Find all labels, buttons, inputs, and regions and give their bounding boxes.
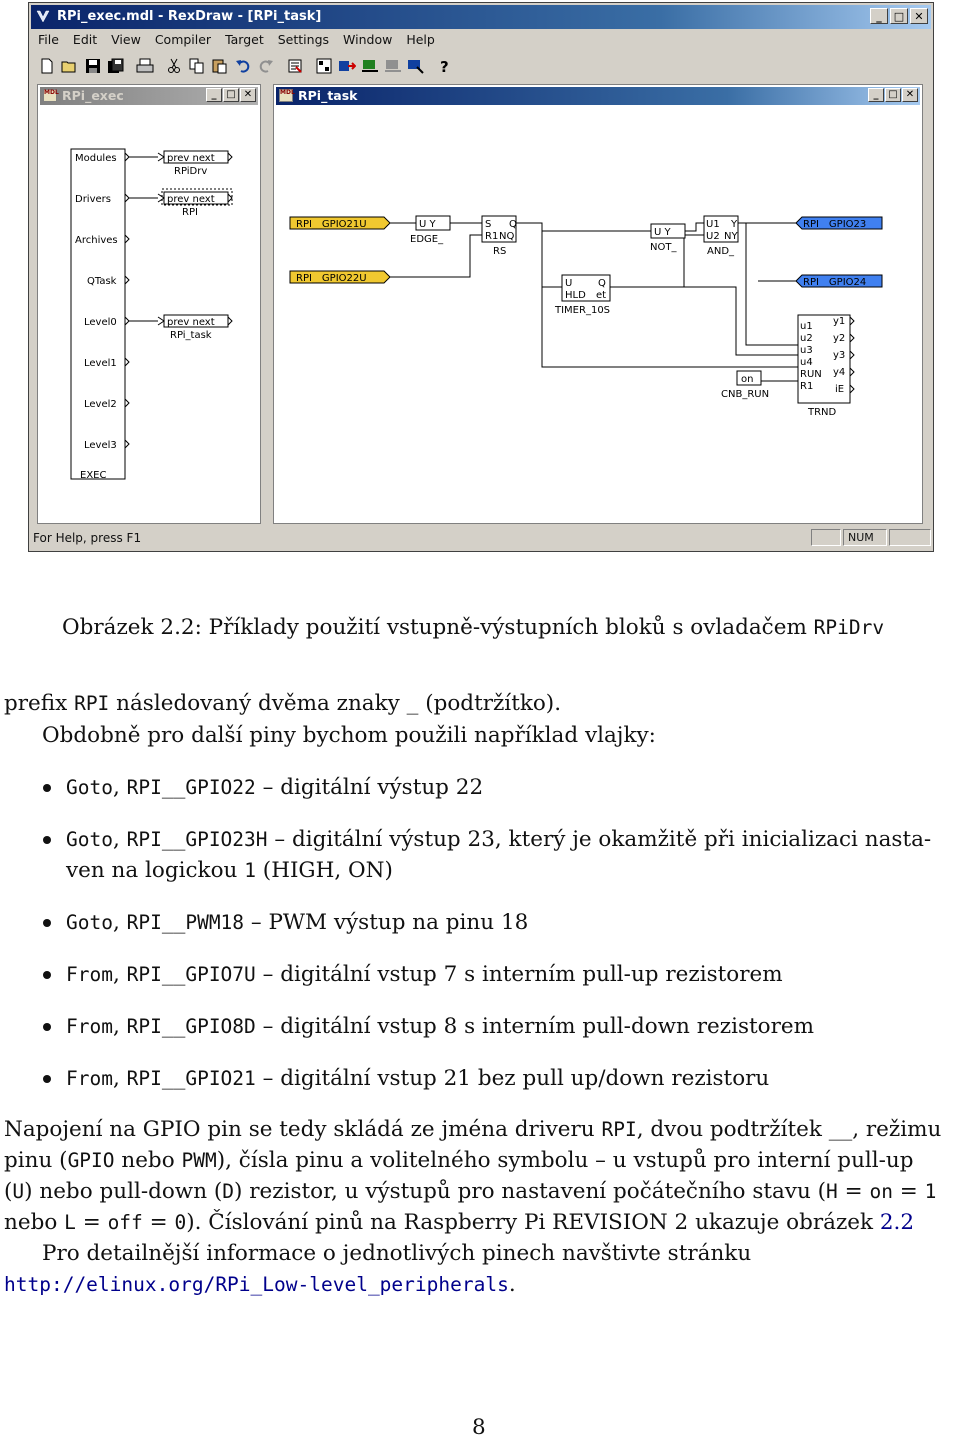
save-all-icon[interactable] — [104, 55, 127, 77]
bullet-code-flag: RPI__GPIO21 — [126, 1067, 256, 1090]
p3-text: nebo — [4, 1210, 65, 1235]
bullet-text: – digitální výstup 23, který je okamžitě při inicializaci nasta- — [267, 827, 932, 852]
bullet-code-block: From — [66, 1067, 113, 1090]
menu-help[interactable]: Help — [406, 32, 435, 47]
and-port-ny: NY — [724, 231, 738, 242]
p3-code: GPIO — [67, 1149, 115, 1172]
p3-code: 1 — [924, 1180, 937, 1203]
menu-settings[interactable]: Settings — [277, 32, 330, 47]
status-bar — [31, 527, 931, 549]
trnd-name: TRND — [808, 407, 837, 418]
exec-label-level3: Level3 — [84, 440, 117, 451]
p3-text: , dvou podtržítek — [636, 1117, 829, 1142]
timer-port-q: Q — [598, 278, 606, 289]
bullet-continuation — [66, 855, 393, 886]
paragraph-line — [4, 1207, 914, 1238]
trnd-port-ie: iE — [835, 384, 845, 395]
rs-port-nq: NQ — [499, 231, 515, 242]
svg-text:?: ? — [439, 58, 449, 74]
task-minimize-button[interactable]: _ — [868, 88, 884, 102]
task-canvas — [276, 107, 920, 521]
menu-view[interactable]: View — [111, 32, 141, 47]
trnd-port-u4: u4 — [800, 357, 813, 368]
connect-icon[interactable] — [358, 55, 381, 77]
open-icon[interactable] — [58, 55, 81, 77]
figure-caption — [62, 612, 884, 643]
bullet-dot — [43, 1023, 51, 1031]
build-icon[interactable] — [312, 55, 335, 77]
p3-code: PWM — [181, 1149, 217, 1172]
p3-text: ). Číslování pinů na Raspberry Pi REVISION 2 ukazuje obrázek — [186, 1210, 880, 1235]
caption-code: RPiDrv — [813, 616, 885, 639]
mdl-file-icon: MDL — [279, 89, 293, 102]
rexdraw-window — [28, 2, 934, 552]
new-icon[interactable] — [35, 55, 58, 77]
rpi-task-ports: prev next — [167, 317, 215, 328]
p3-code: __ — [828, 1118, 853, 1141]
bullet-text: – digitální vstup 21 bez pull up/down rezistoru — [255, 1066, 770, 1091]
bullet-item — [66, 959, 783, 990]
cut-icon[interactable] — [162, 55, 185, 77]
exec-label-level1: Level1 — [84, 358, 117, 369]
exec-canvas — [40, 107, 258, 521]
window-titlebar — [31, 5, 931, 29]
paste-icon[interactable] — [208, 55, 231, 77]
not-name: NOT_ — [650, 242, 677, 253]
elinux-url-link[interactable]: http://elinux.org/RPi_Low-level_peripherals — [4, 1273, 509, 1296]
exec-label-level0: Level0 — [84, 317, 117, 328]
edge-name: EDGE_ — [410, 234, 444, 245]
exec-label-qtask: QTask — [87, 276, 117, 287]
from-flag-gpio21u-label: RPI__GPIO21U — [296, 219, 367, 230]
bullet-text: – digitální vstup 8 s interním pull-down rezistorem — [255, 1014, 814, 1039]
print-icon[interactable] — [133, 55, 156, 77]
exec-label-archives: Archives — [75, 235, 118, 246]
rpidrv-name: RPiDrv — [174, 166, 208, 177]
trnd-port-run: RUN — [800, 369, 822, 380]
bullet-sep: , — [112, 775, 127, 800]
rpidrv-ports: prev next — [167, 153, 215, 164]
bullet-item — [66, 824, 931, 855]
p3-code: U — [12, 1180, 25, 1203]
bullet-code-flag: RPI__GPIO8D — [126, 1015, 256, 1038]
bullet-item — [66, 1011, 814, 1042]
p1-code-rpi: RPI — [74, 692, 110, 715]
p3-code: D — [222, 1180, 235, 1203]
cnb-run-value: on — [741, 374, 754, 385]
bullet-text: – PWM výstup na pinu 18 — [244, 910, 529, 935]
paragraph-line — [4, 1176, 936, 1207]
bullet-code-flag: RPI__GPIO23H — [126, 828, 268, 851]
p3-code: RPI — [601, 1118, 637, 1141]
from-flag-gpio22u-label: RPI__GPIO22U — [296, 273, 367, 284]
bullet-dot — [43, 836, 51, 844]
bullet-sep: , — [112, 827, 127, 852]
rexdraw-app-icon — [36, 9, 51, 24]
and-port-y: Y — [731, 219, 738, 230]
rs-name: RS — [493, 246, 507, 257]
bullet-cont-code: 1 — [244, 859, 256, 882]
trnd-port-y3: y3 — [833, 350, 846, 361]
bullet-code-flag: RPI__GPIO7U — [126, 963, 256, 986]
p3-text: = — [837, 1179, 870, 1204]
p3-text: = — [142, 1210, 175, 1235]
p1-code-underscore: _ — [406, 692, 419, 715]
bullet-code-flag: RPI__GPIO22 — [126, 776, 256, 799]
menu-bar — [31, 30, 931, 50]
p3-text: nebo — [114, 1148, 182, 1173]
and-port-u2: U2 — [706, 231, 720, 242]
exec-label-modules: Modules — [75, 153, 117, 164]
caption-text: Obrázek 2.2: Příklady použití vstupně-výstupních bloků s ovladačem — [62, 615, 814, 640]
download-icon[interactable] — [335, 55, 358, 77]
paragraph-line — [4, 1114, 941, 1145]
bullet-code-block: Goto — [66, 828, 113, 851]
bullet-item — [66, 1063, 769, 1094]
p3-code: 0 — [174, 1211, 187, 1234]
p3-text: ), čísla pinu a volitelného symbolu – u vstupů pro interní pull-up — [216, 1148, 914, 1173]
bullet-code-block: Goto — [66, 776, 113, 799]
menu-edit[interactable]: Edit — [72, 32, 98, 47]
and-port-u1: U1 — [706, 219, 720, 230]
bullet-text: – digitální vstup 7 s interním pull-up rezistorem — [255, 962, 783, 987]
task-close-button[interactable]: ✕ — [902, 88, 918, 102]
trnd-port-u2: u2 — [800, 333, 813, 344]
exec-footer-label: EXEC — [80, 470, 107, 481]
exec-label-drivers: Drivers — [75, 194, 111, 205]
url-line — [4, 1269, 516, 1300]
trnd-port-y1: y1 — [833, 316, 846, 327]
status-help-text: For Help, press F1 — [33, 531, 142, 545]
bullet-code-block: Goto — [66, 911, 113, 934]
timer-name: TIMER_10S — [555, 305, 611, 316]
not-ports: U Y — [654, 227, 671, 238]
p3-code: on — [869, 1180, 893, 1203]
close-button[interactable]: ✕ — [910, 8, 928, 24]
copy-icon[interactable] — [185, 55, 208, 77]
bullet-text: – digitální výstup 22 — [255, 775, 484, 800]
exec-child-window[interactable] — [37, 84, 261, 524]
toolbar — [35, 53, 929, 79]
trnd-port-r1: R1 — [800, 381, 814, 392]
rpi-driver-name: RPI — [182, 207, 198, 218]
p3-text: ) nebo pull-down ( — [24, 1179, 223, 1204]
task-maximize-button[interactable]: □ — [885, 88, 901, 102]
exec-window-titlebar — [40, 87, 258, 105]
trnd-port-u3: u3 — [800, 345, 813, 356]
bullet-cont-text-b: (HIGH, ON) — [255, 858, 393, 883]
rpi-task-name: RPi_task — [170, 330, 212, 341]
bullet-dot — [43, 971, 51, 979]
p1-text-a: prefix — [4, 691, 75, 716]
p3-text: ( — [4, 1179, 13, 1204]
help-icon[interactable] — [433, 55, 456, 77]
bullet-code-block: From — [66, 963, 113, 986]
bullet-sep: , — [112, 962, 127, 987]
paragraph-flags-intro: Obdobně pro další piny bychom použili například vlajky: — [42, 723, 656, 748]
disconnect-icon[interactable] — [381, 55, 404, 77]
p3-code: off — [107, 1211, 143, 1234]
exec-window-title: RPi_exec — [62, 88, 124, 103]
trnd-port-y4: y4 — [833, 367, 846, 378]
p3-text: , režimu — [852, 1117, 942, 1142]
maximize-button[interactable]: □ — [890, 8, 908, 24]
menu-file[interactable]: File — [38, 32, 59, 47]
task-window-titlebar — [276, 87, 920, 105]
timer-port-et: et — [596, 290, 607, 301]
paragraph-more-info: Pro detailnější informace o jednotlivých pinech navštivte stránku — [42, 1241, 752, 1266]
paragraph-prefix — [4, 688, 561, 719]
p1-text-c: (podtržítko). — [418, 691, 562, 716]
cnb-run-name: CNB_RUN — [721, 389, 770, 400]
rs-port-s: S — [485, 219, 492, 230]
bullet-sep: , — [112, 1066, 127, 1091]
rpi-driver-ports: prev next — [167, 194, 215, 205]
status-pane-cap — [811, 529, 841, 546]
bullet-item — [66, 772, 483, 803]
bullet-dot — [43, 784, 51, 792]
exec-close-button[interactable]: ✕ — [240, 88, 256, 102]
bullet-sep: , — [112, 1014, 127, 1039]
redo-icon[interactable] — [254, 55, 277, 77]
diagnostics-icon[interactable] — [404, 55, 427, 77]
exec-maximize-button[interactable]: □ — [223, 88, 239, 102]
p1-text-b: následovaný dvěma znaky — [109, 691, 407, 716]
edge-ports: U Y — [419, 219, 436, 230]
compile-icon[interactable] — [283, 55, 306, 77]
bullet-cont-text-a: ven na logickou — [66, 858, 245, 883]
bullet-code-block: From — [66, 1015, 113, 1038]
bullet-sep: , — [112, 910, 127, 935]
trnd-port-y2: y2 — [833, 333, 846, 344]
url-period: . — [508, 1272, 516, 1297]
p3-text: ) rezistor, u výstupů pro nastavení počátečního stavu ( — [234, 1179, 827, 1204]
status-num: NUM — [843, 529, 887, 546]
window-title: RPi_exec.mdl - RexDraw - [RPi_task] — [57, 9, 322, 24]
exec-label-level2: Level2 — [84, 399, 117, 410]
figure-reference-link[interactable]: 2.2 — [879, 1210, 915, 1235]
p3-text: Napojení na GPIO pin se tedy skládá ze jména driveru — [4, 1117, 602, 1142]
bullet-dot — [43, 1075, 51, 1083]
mdl-file-icon: MDL — [43, 89, 57, 102]
p3-text: = — [892, 1179, 925, 1204]
menu-window[interactable]: Window — [343, 32, 393, 47]
p3-code: H — [826, 1180, 838, 1203]
bullet-code-flag: RPI__PWM18 — [126, 911, 245, 934]
paragraph-line — [4, 1145, 914, 1176]
trnd-port-u1: u1 — [800, 321, 813, 332]
minimize-button[interactable]: _ — [870, 8, 888, 24]
rs-port-r1: R1 — [485, 231, 499, 242]
save-icon[interactable] — [81, 55, 104, 77]
goto-flag-gpio24-label: RPI__GPIO24 — [803, 277, 867, 288]
timer-port-u: U — [565, 278, 573, 289]
p3-text: pinu ( — [4, 1148, 68, 1173]
task-window-title: RPi_task — [298, 88, 358, 103]
goto-flag-gpio23-label: RPI__GPIO23 — [803, 219, 867, 230]
bullet-dot — [43, 919, 51, 927]
status-pane-scrl — [889, 529, 931, 546]
p3-text: = — [75, 1210, 108, 1235]
bullet-item — [66, 907, 528, 938]
exec-minimize-button[interactable]: _ — [206, 88, 222, 102]
rs-port-q: Q — [509, 219, 517, 230]
and-name: AND_ — [707, 246, 735, 257]
p3-code: L — [64, 1211, 76, 1234]
page-number: 8 — [472, 1415, 486, 1440]
task-child-window[interactable] — [273, 84, 923, 524]
undo-icon[interactable] — [231, 55, 254, 77]
timer-port-hld: HLD — [565, 290, 586, 301]
menu-compiler[interactable]: Compiler — [154, 32, 212, 47]
menu-target[interactable]: Target — [225, 32, 264, 47]
